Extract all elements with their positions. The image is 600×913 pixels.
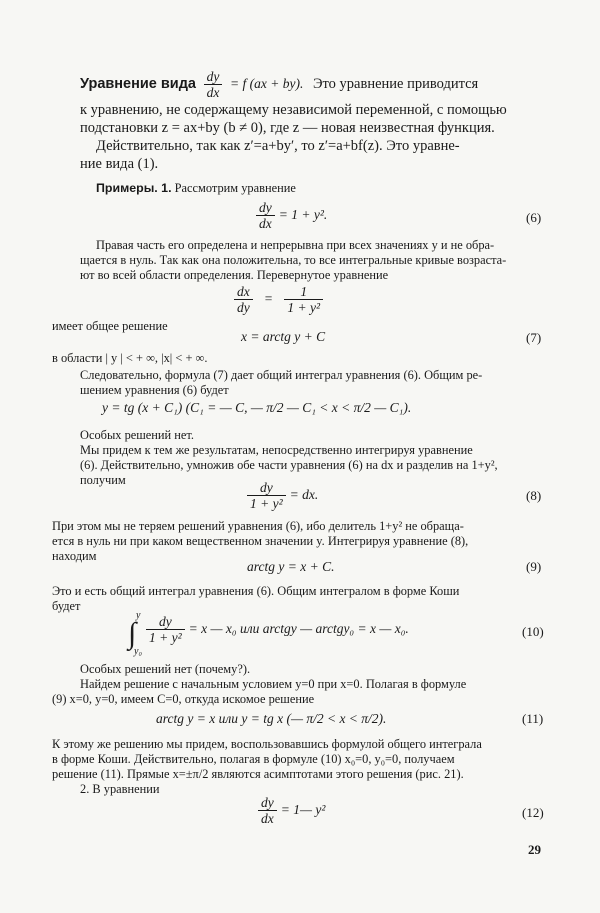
para3-line: (6). Действительно, умножив обе части уравнения (6) на dx и разделив на 1+y², [80, 458, 498, 472]
intro-line: Действительно, так как z′=a+by′, то z′=a+bf(z). Это уравне- [96, 138, 460, 154]
inverted-equation [234, 284, 323, 315]
equation-10 [146, 614, 409, 645]
inv-equals: = [264, 291, 273, 307]
eq7-number: (7) [526, 330, 542, 345]
para2-line: шением уравнения (6) будет [80, 383, 229, 397]
heading-frac-num: dy [204, 69, 223, 85]
para5-line: Это и есть общий интеграл уравнения (6). Общим интегралом в форме Коши [52, 584, 460, 598]
integral-lower-limit: y₀ [134, 646, 142, 657]
eq8-rhs: = dx. [289, 487, 319, 503]
eq12-den: dx [261, 811, 274, 826]
para4-line: находим [52, 549, 97, 563]
intro-line: подстановки z = ax+by (b ≠ 0), где z — новая неизвестная функция. [80, 120, 495, 136]
eq6-number: (6) [526, 210, 542, 225]
para7-line: решение (11). Прямые x=±π/2 являются асимптотами этого решения (рис. 21). [52, 767, 464, 781]
no-special-1: Особых решений нет. [80, 428, 195, 442]
eq8-fraction [247, 480, 286, 511]
para1-line: щается в нуль. Так как она положительна, то все интегральные кривые возраста- [80, 253, 507, 267]
para7-line: в форме Коши. Действительно, полагая в формуле (10) x₀=0, y₀=0, получаем [52, 752, 455, 766]
eq9-formula: arctg y = x + C. [247, 559, 335, 574]
inv-right-den: 1 + y² [287, 300, 321, 315]
inv-left-num: dx [234, 284, 253, 300]
examples-label: Примеры. 1. [96, 181, 172, 195]
para6-line: Найдем решение с начальным условием y=0 при x=0. Полагая в формуле [80, 677, 467, 691]
equation-12 [258, 795, 325, 826]
eq11-formula: arctg y = x или y = tg x (— π/2 < x < π/2). [156, 711, 387, 726]
eq12-rhs: = 1— y² [280, 802, 326, 818]
intro-line: к уравнению, не содержащему независимой переменной, с помощью [80, 102, 507, 118]
eq12-num: dy [258, 795, 277, 811]
inv-right-num: 1 [284, 284, 323, 300]
eq10-fraction [146, 614, 185, 645]
para1-line: ют во всей области определения. Перевернутое уравнение [80, 268, 389, 282]
eq10-number: (10) [522, 624, 544, 639]
equation-6 [256, 200, 327, 231]
integral-sign [126, 610, 148, 656]
general-solution-formula: x = arctg y + C [241, 329, 326, 344]
integral-upper-limit: y [136, 610, 141, 621]
para2-line: Следовательно, формула (7) дает общий интеграл уравнения (6). Общим ре- [80, 368, 483, 382]
eq8-den: 1 + y² [250, 496, 283, 511]
heading-title: Уравнение вида [80, 75, 196, 92]
inv-left-den: dy [237, 300, 250, 315]
eq6-num: dy [256, 200, 275, 216]
no-special-2: Особых решений нет (почему?). [80, 662, 251, 676]
eq6-fraction [256, 200, 275, 231]
eq12-fraction [258, 795, 277, 826]
eq12-number: (12) [522, 805, 544, 820]
para7-line: К этому же решению мы придем, воспользовавшись формулой общего интеграла [52, 737, 482, 751]
eq10-num: dy [146, 614, 185, 630]
intro-line: ние вида (1). [80, 156, 159, 172]
para3-line: Мы придем к тем же результатам, непосредственно интегрируя уравнение [80, 443, 473, 457]
heading-after: Это уравнение приводится [312, 75, 479, 92]
equation-8 [247, 480, 318, 511]
eq11-number: (11) [522, 711, 544, 726]
domain-line: в области | y | < + ∞, |x| < + ∞. [52, 351, 208, 365]
eq8-num: dy [247, 480, 286, 496]
examples-line [96, 181, 296, 196]
eq10-rhs: = x — x₀ или arctgy — arctgy₀ = x — x₀. [188, 621, 409, 637]
eq6-rhs: = 1 + y². [278, 207, 328, 223]
heading-frac-den: dx [206, 85, 220, 100]
eq9-number: (9) [526, 559, 542, 574]
eq6-den: dx [259, 216, 272, 231]
para4-line: ется в нуль ни при каком вещественном значении y. Интегрируя уравнение (8), [52, 534, 469, 548]
general-solution-label: имеет общее решение [52, 319, 168, 333]
inv-left-fraction [234, 284, 253, 315]
integral-symbol: ∫ [128, 617, 137, 650]
eq10-den: 1 + y² [149, 630, 182, 645]
para5-line: будет [52, 599, 81, 613]
para3-line: получим [80, 473, 126, 487]
eq8-number: (8) [526, 488, 542, 503]
para6-line: (9) x=0, y=0, имеем C=0, откуда искомое решение [52, 692, 315, 706]
eq-y-general: y = tg (x + C₁) (C₁ = — C, — π/2 — C₁ < x < π/2 — C₁). [102, 400, 412, 415]
para4-line: При этом мы не теряем решений уравнения (6), ибо делитель 1+y² не обраща- [52, 519, 464, 533]
heading-fraction [204, 69, 223, 100]
heading-rhs: = f (ax + by). [230, 75, 304, 91]
page-number: 29 [528, 842, 541, 857]
examples-text: Рассмотрим уравнение [174, 181, 296, 195]
para1-line: Правая часть его определена и непрерывна при всех значениях y и не обра- [96, 238, 495, 252]
example-2: 2. В уравнении [80, 782, 160, 796]
inv-right-fraction [284, 284, 323, 315]
heading-line [80, 69, 478, 100]
